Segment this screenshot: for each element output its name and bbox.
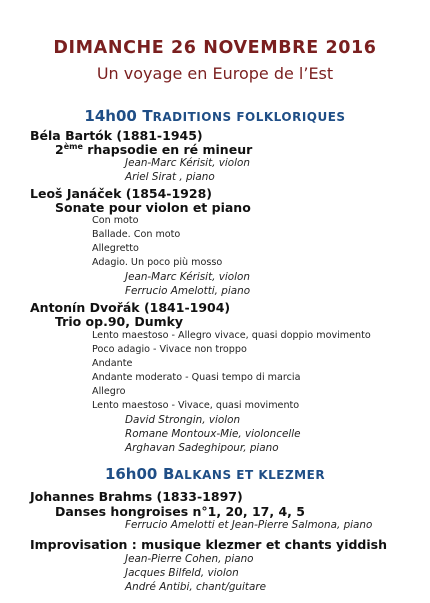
work-dvorak: Trio op.90, Dumky xyxy=(55,314,184,329)
work-janacek: Sonate pour violon et piano xyxy=(55,200,251,215)
composer-brahms: Johannes Brahms (1833-1897) xyxy=(30,489,243,504)
composer-bartok: Béla Bartók (1881-1945) xyxy=(30,128,203,143)
performer: Ferrucio Amelotti, piano xyxy=(125,285,251,297)
section-title-rest: ALKANS ET KLEZMER xyxy=(174,468,326,482)
work-number: 2 xyxy=(55,142,64,158)
composer-dvorak: Antonín Dvořák (1841-1904) xyxy=(30,300,231,315)
movement: Allegro xyxy=(92,386,126,397)
work-title: rhapsodie en ré mineur xyxy=(82,142,253,158)
page-subtitle: Un voyage en Europe de l’Est xyxy=(96,64,334,83)
movement: Lento maestoso - Allegro vivace, quasi doppio movimento xyxy=(92,330,371,341)
performer: Jacques Bilfeld, violon xyxy=(125,567,239,579)
page-title: DIMANCHE 26 NOVEMBRE 2016 xyxy=(53,38,377,58)
performer: Jean-Marc Kérisit, violon xyxy=(125,271,250,283)
work-superscript: ème xyxy=(63,142,83,151)
performer: Romane Montoux-Mie, violoncelle xyxy=(125,428,301,440)
movement: Lento maestoso - Vivace, quasi movimento xyxy=(92,400,300,411)
performer: Ariel Sirat , piano xyxy=(125,171,215,183)
section-title-rest: RADITIONS FOLKLORIQUES xyxy=(152,110,346,124)
section-title-initial: T xyxy=(142,107,153,125)
section-time: 16h00 xyxy=(104,465,158,483)
section-title-initial: B xyxy=(162,465,175,483)
work-brahms: Danses hongroises n°1, 20, 17, 4, 5 xyxy=(55,504,305,519)
movement: Ballade. Con moto xyxy=(92,229,181,240)
performer: Jean-Pierre Cohen, piano xyxy=(125,553,254,565)
improvisation-title: Improvisation : musique klezmer et chants yiddish xyxy=(30,537,387,552)
work-bartok xyxy=(55,142,252,157)
section-title-klezmer xyxy=(0,464,430,483)
movement: Andante xyxy=(92,358,133,369)
performer: Arghavan Sadeghipour, piano xyxy=(125,442,279,454)
movement: Andante moderato - Quasi tempo di marcia xyxy=(92,372,301,383)
performer: David Strongin, violon xyxy=(125,414,241,426)
movement: Allegretto xyxy=(92,243,139,254)
section-title-folklore xyxy=(0,106,430,125)
performer: André Antibi, chant/guitare xyxy=(125,581,266,593)
composer-janacek: Leoš Janáček (1854-1928) xyxy=(30,186,212,201)
performer: Jean-Marc Kérisit, violon xyxy=(125,157,250,169)
movement: Adagio. Un poco più mosso xyxy=(92,257,223,268)
movement: Con moto xyxy=(92,215,139,226)
movement: Poco adagio - Vivace non troppo xyxy=(92,344,247,355)
performer: Ferrucio Amelotti et Jean-Pierre Salmona, piano xyxy=(125,519,373,531)
section-time: 14h00 xyxy=(84,107,137,125)
